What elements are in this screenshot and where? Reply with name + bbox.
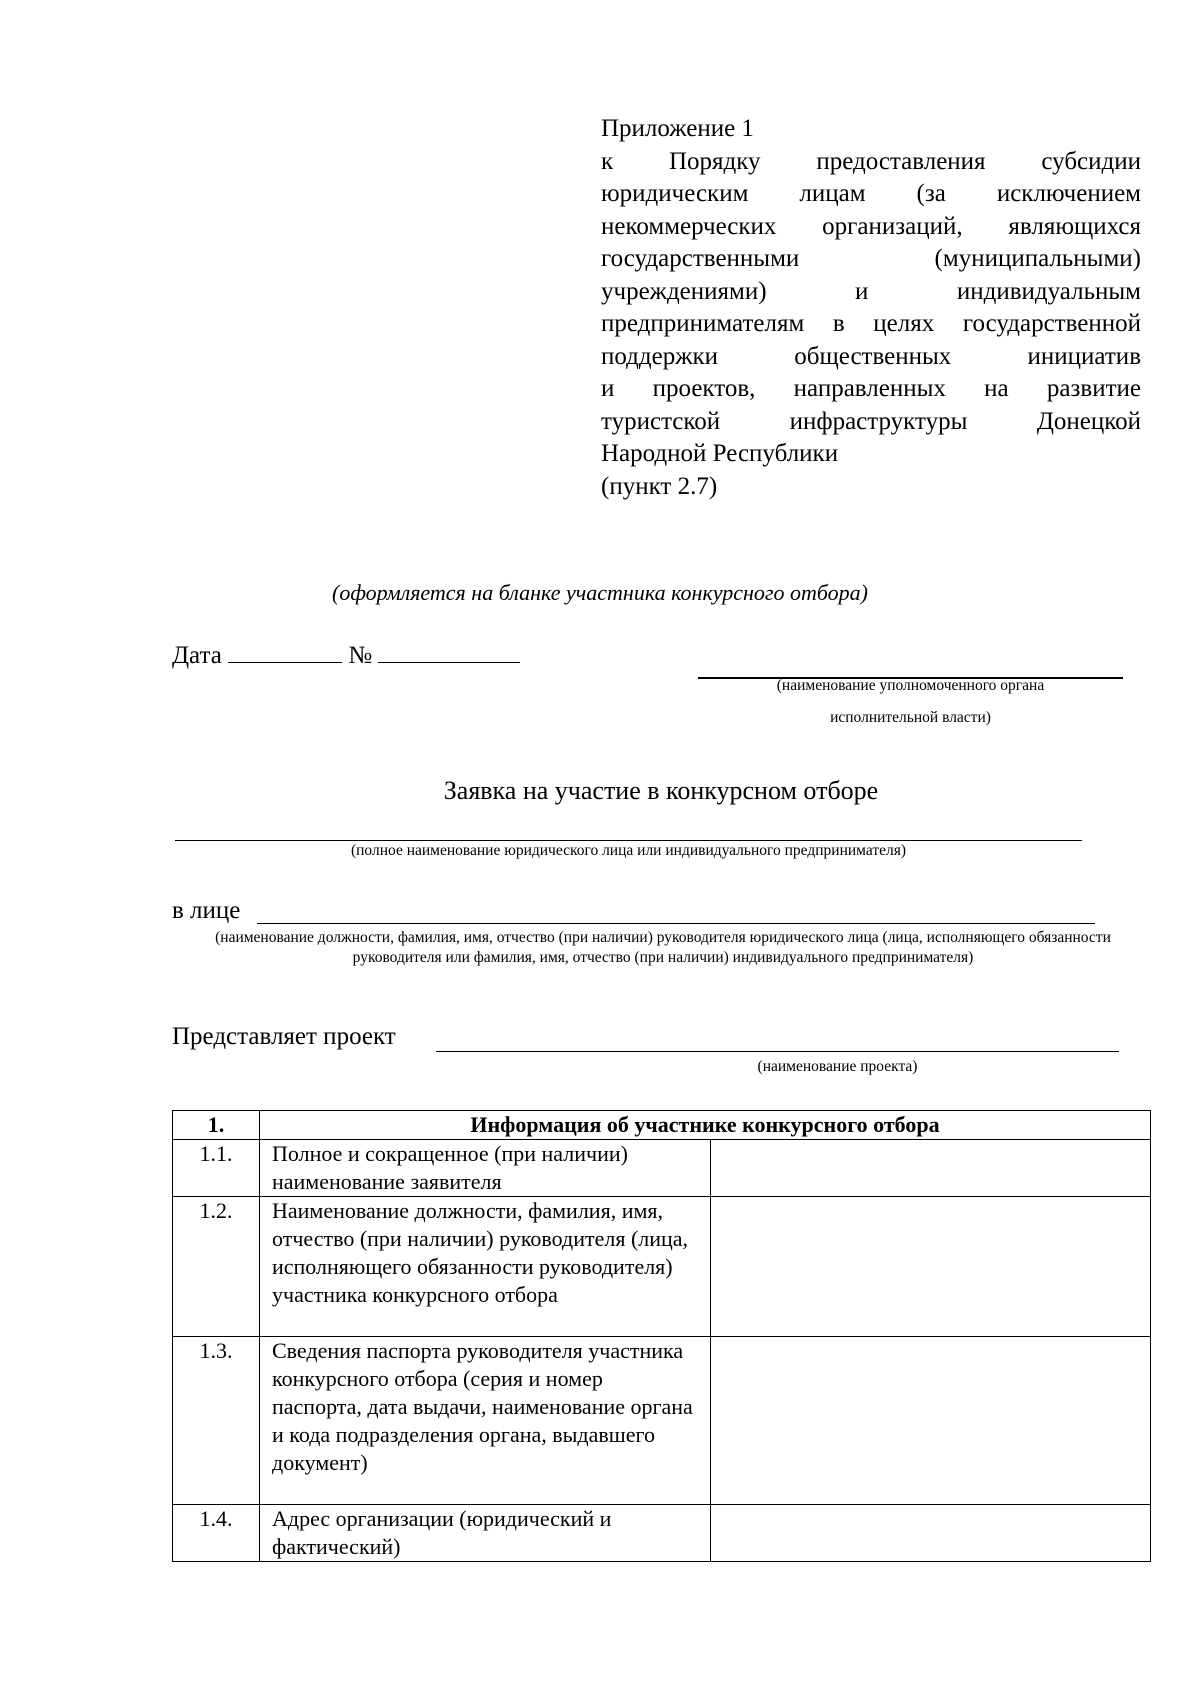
appendix-line: к Порядку предоставления субсидии bbox=[601, 147, 1141, 175]
participant-info-table bbox=[172, 1110, 1151, 1562]
appendix-line: Приложение 1 bbox=[601, 115, 754, 142]
appendix-line: предпринимателям в целях государственной bbox=[601, 310, 1141, 337]
appendix-line: поддержки общественных инициатив bbox=[601, 342, 1141, 370]
appendix-line: Народной Республики bbox=[601, 440, 839, 467]
section-number: 1. bbox=[173, 1111, 260, 1140]
date-number-row bbox=[172, 640, 520, 670]
row-label: Наименование должности, фамилия, имя, отчество (при наличии) руководителя (лица, исполняющего обязанности руководителя) участника конкурсного отбора bbox=[260, 1197, 711, 1337]
represented-by-caption: (наименование должности, фамилия, имя, отчество (при наличии) руководителя юридического лица (лица, исполняющего обязанности руководителя или фамилия, имя, отчество (при наличии) индивидуального предпринимателя) bbox=[215, 929, 1111, 966]
represented-by-label: в лице bbox=[172, 897, 241, 924]
row-number: 1.2. bbox=[173, 1197, 260, 1337]
table-row bbox=[173, 1140, 1151, 1197]
applicant-caption: (полное наименование юридического лица или индивидуального предпринимателя) bbox=[350, 842, 907, 859]
page-title: Заявка на участие в конкурсном отборе bbox=[443, 776, 879, 805]
authority-caption: (наименование уполномоченного органа bbox=[776, 677, 1045, 694]
row-value-cell[interactable] bbox=[711, 1337, 1151, 1505]
project-label: Представляет проект bbox=[172, 1023, 396, 1050]
appendix-header bbox=[601, 113, 1141, 503]
number-label: № bbox=[348, 642, 373, 669]
date-label: Дата bbox=[172, 642, 222, 669]
table-header-row bbox=[173, 1111, 1151, 1140]
section-title: Информация об участнике конкурсного отбора bbox=[260, 1111, 1151, 1140]
row-label: Адрес организации (юридический и фактический) bbox=[260, 1505, 711, 1562]
row-number: 1.3. bbox=[173, 1337, 260, 1505]
number-field[interactable] bbox=[378, 640, 520, 663]
table-row bbox=[173, 1197, 1151, 1337]
row-number: 1.4. bbox=[173, 1505, 260, 1562]
project-caption: (наименование проекта) bbox=[757, 1058, 918, 1075]
row-label: Сведения паспорта руководителя участника конкурсного отбора (серия и номер паспорта, дата выдачи, наименование органа и кода подразделения органа, выдавшего документ) bbox=[260, 1337, 711, 1505]
authority-caption: исполнительной власти) bbox=[830, 709, 991, 726]
appendix-line: туристской инфраструктуры Донецкой bbox=[601, 407, 1141, 435]
appendix-line: юридическим лицам (за исключением bbox=[601, 180, 1141, 207]
table-row bbox=[173, 1337, 1151, 1505]
row-value-cell[interactable] bbox=[711, 1140, 1151, 1197]
appendix-line: (пункт 2.7) bbox=[601, 472, 718, 500]
date-field[interactable] bbox=[228, 640, 342, 663]
blank-note: (оформляется на бланке участника конкурсного отбора) bbox=[332, 580, 868, 605]
appendix-line: и проектов, направленных на развитие bbox=[601, 375, 1141, 402]
appendix-line: учреждениями) и индивидуальным bbox=[601, 277, 1141, 305]
table-row bbox=[173, 1505, 1151, 1562]
project-field[interactable] bbox=[436, 1051, 1119, 1052]
row-number: 1.1. bbox=[173, 1140, 260, 1197]
appendix-line: некоммерческих организаций, являющихся bbox=[601, 212, 1141, 240]
appendix-line: государственными (муниципальными) bbox=[601, 245, 1141, 272]
represented-by-field[interactable] bbox=[257, 923, 1095, 924]
row-value-cell[interactable] bbox=[711, 1197, 1151, 1337]
row-label: Полное и сокращенное (при наличии) наименование заявителя bbox=[260, 1140, 711, 1197]
row-value-cell[interactable] bbox=[711, 1505, 1151, 1562]
